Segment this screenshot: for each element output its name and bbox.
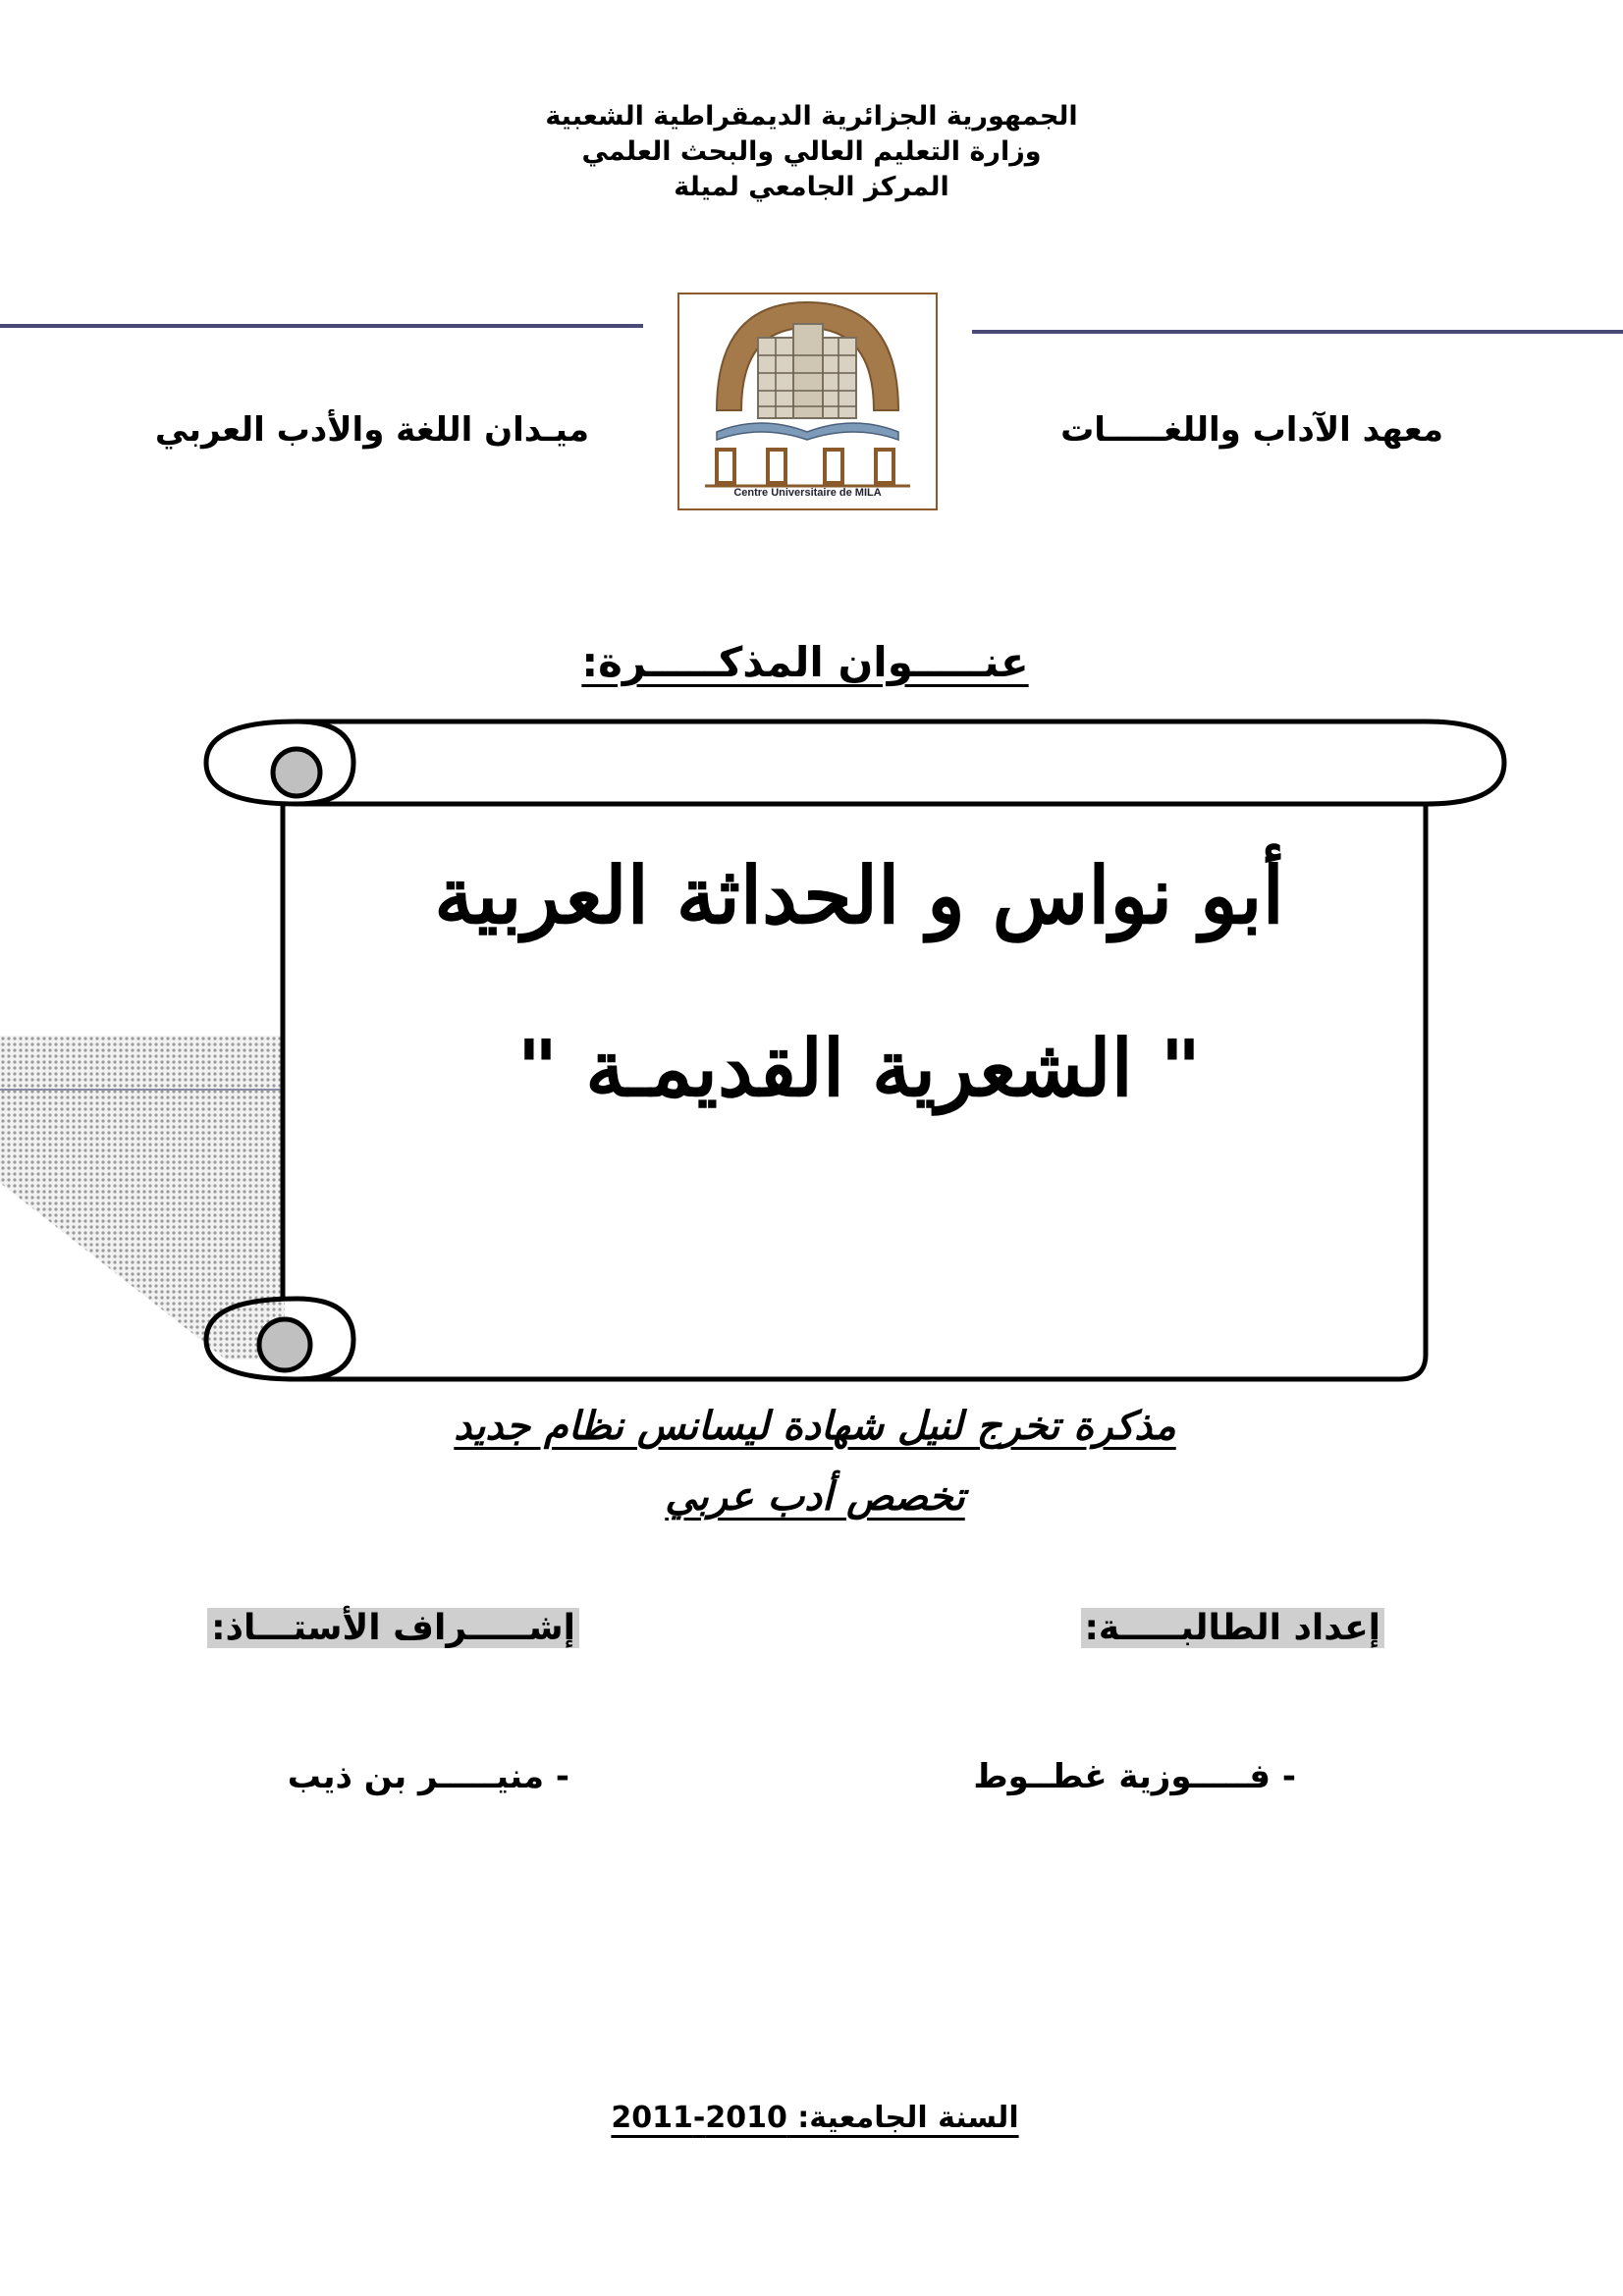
header-rule-right [972, 330, 1623, 334]
memo-title-label: عنـــــوان المذكـــــرة: [581, 638, 1029, 686]
supervisor-label [108, 1608, 579, 1648]
degree-line2: تخصص أدب عربي [665, 1474, 965, 1520]
thesis-title-line1: أبو نواس و الحداثة العربية [434, 849, 1284, 941]
institute-name: معهد الآداب واللغـــــات [1060, 410, 1443, 450]
header-center: المركز الجامعي لميلة [674, 172, 949, 202]
supervisor-label-text: إشـــــراف الأستـــاذ: [207, 1608, 579, 1648]
logo-caption: Centre Universitaire de MILA [733, 487, 882, 499]
student-label [1021, 1608, 1384, 1648]
header-rule-left [0, 324, 643, 328]
header-republic: الجمهورية الجزائرية الديمقراطية الشعبية [545, 101, 1078, 132]
supervisor-name: - منيـــــر بن ذيب [287, 1757, 569, 1796]
academic-year: السنة الجامعية: 2010-2011 [611, 2101, 1019, 2135]
student-name: - فـــــوزية غطــوط [973, 1757, 1296, 1796]
header-ministry: وزارة التعليم العالي والبحث العلمي [581, 136, 1042, 167]
degree-line1: مذكرة تخرج لنيل شهادة ليسانس نظام جديد [454, 1404, 1176, 1449]
university-logo [677, 293, 938, 510]
university-logo-icon [677, 293, 938, 510]
student-label-text: إعداد الطالبـــــة: [1081, 1608, 1384, 1648]
field-name: ميـدان اللغة والأدب العربي [154, 410, 589, 450]
thesis-title-line2: " الشعرية القديمـة " [516, 1022, 1202, 1114]
